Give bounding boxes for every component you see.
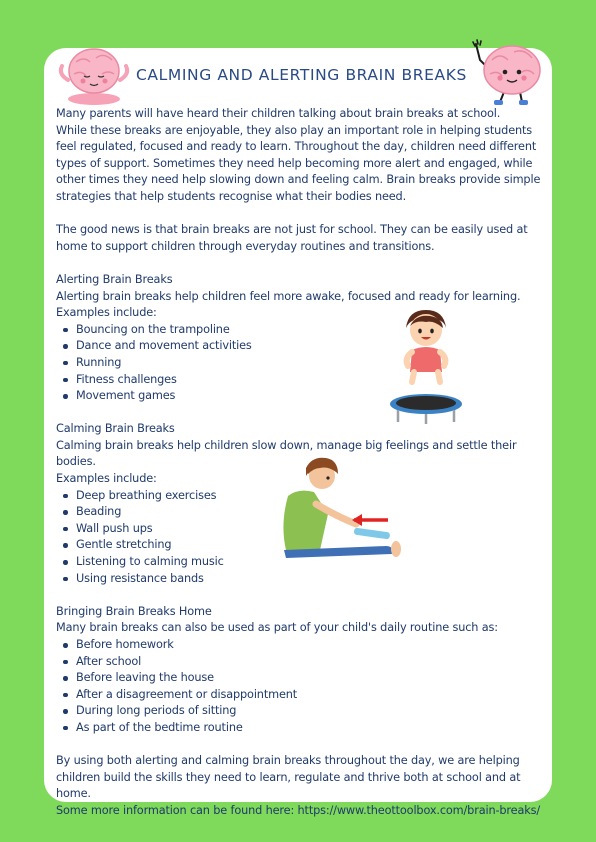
list-item: As part of the bedtime routine — [76, 720, 542, 737]
meditating-brain-icon — [56, 44, 132, 106]
list-item: Beading — [76, 504, 542, 521]
list-item: Running — [76, 355, 542, 372]
list-item: Gentle stretching — [76, 537, 542, 554]
list-item: After school — [76, 654, 542, 671]
alerting-description: Alerting brain breaks help children feel more awake, focused and ready for learning. — [56, 289, 521, 303]
alerting-examples-label: Examples include: — [56, 306, 157, 320]
intro-paragraph-3: The good news is that brain breaks are not just for school. They can be easily used at home to support children through everyday routines and transitions. — [56, 223, 528, 253]
list-item: Wall push ups — [76, 521, 542, 538]
list-item: Using resistance bands — [76, 571, 542, 588]
alerting-heading: Alerting Brain Breaks — [56, 272, 173, 286]
calming-examples-label: Examples include: — [56, 472, 157, 486]
home-description: Many brain breaks can also be used as part of your child's daily routine such as: — [56, 621, 498, 635]
calming-heading: Calming Brain Breaks — [56, 422, 175, 436]
intro-paragraph-2: While these breaks are enjoyable, they also play an important role in helping students feel regulated, focused and ready to learn. Throughout the day, children need different types of support. Sometimes they need help becoming more alert and engaged, while other times they need help slowing down and feeling calm. Brain breaks provide simple strategies that help students recognise what their bodies need. — [56, 123, 541, 203]
info-link-line[interactable]: Some more information can be found here: https://www.theottoolbox.com/brain-breaks/ — [56, 803, 541, 817]
closing-paragraph: By using both alerting and calming brain breaks throughout the day, we are helping children build the skills they need to learn, regulate and thrive both at school and at home. — [56, 754, 521, 801]
list-item: Dance and movement activities — [76, 338, 542, 355]
page-title: CALMING AND ALERTING BRAIN BREAKS — [136, 66, 467, 84]
home-heading: Bringing Brain Breaks Home — [56, 604, 212, 618]
list-item: Deep breathing exercises — [76, 488, 542, 505]
list-item: Before homework — [76, 637, 542, 654]
list-item: Movement games — [76, 388, 542, 405]
list-item: Fitness challenges — [76, 372, 542, 389]
list-item: During long periods of sitting — [76, 703, 542, 720]
waving-brain-icon — [466, 38, 550, 108]
home-list — [56, 637, 542, 737]
list-item: Listening to calming music — [76, 554, 542, 571]
trampoline-child-icon — [386, 306, 466, 426]
list-item: Bouncing on the trampoline — [76, 322, 542, 339]
stretching-child-icon — [276, 454, 406, 566]
alerting-list — [56, 322, 542, 405]
calming-description: Calming brain breaks help children slow down, manage big feelings and settle their bodies. — [56, 438, 517, 469]
list-item: After a disagreement or disappointment — [76, 687, 542, 704]
intro-paragraph-1: Many parents will have heard their children talking about brain breaks at school. — [56, 107, 501, 120]
list-item: Before leaving the house — [76, 670, 542, 687]
